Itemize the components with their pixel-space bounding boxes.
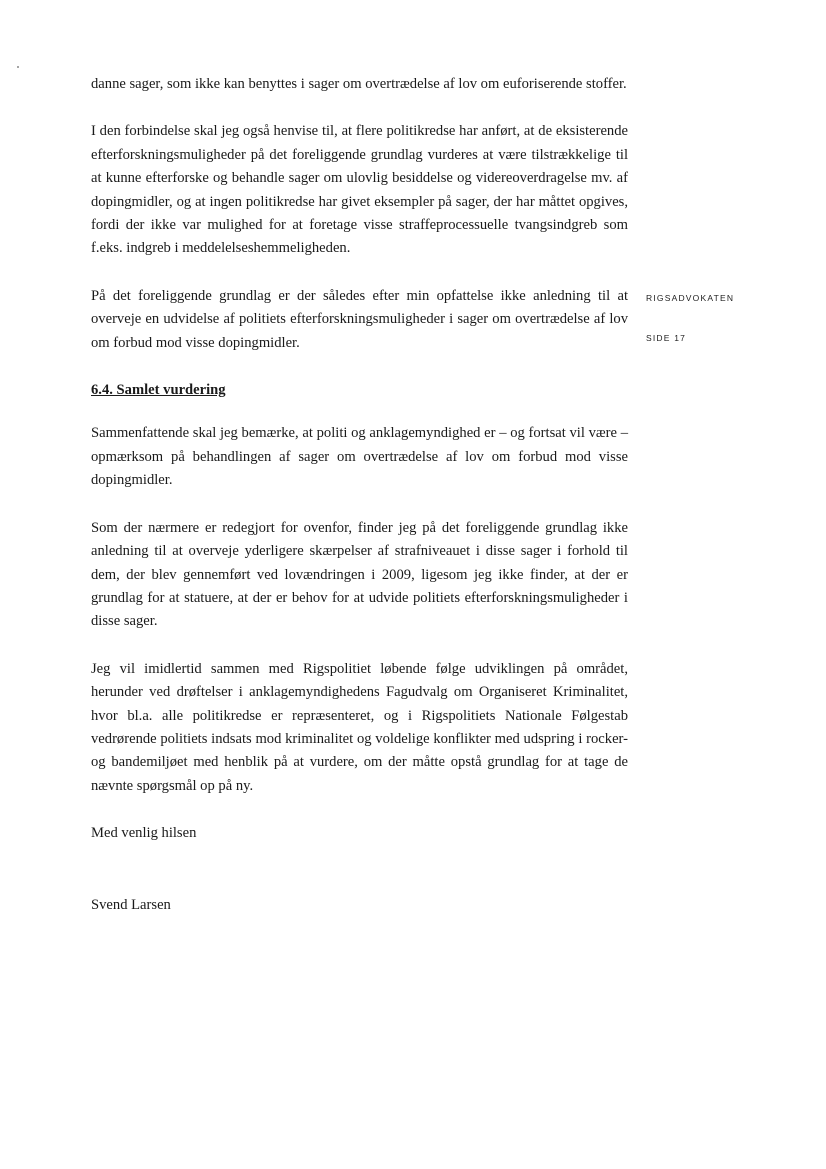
paragraph-4: Sammenfattende skal jeg bemærke, at politi og anklagemyndighed er – og fortsat vil være – opmærksom på behandlingen af sager om overtrædelse af lov om forbud mod visse dopingmidler. [91,425,628,489]
signature-name: Svend Larsen [91,896,171,913]
paragraph-3: På det foreliggende grundlag er der således efter min opfattelse ikke anledning til at overveje en udvidelse af politiets efterforskningsmuligheder i sager om overtrædelse af lov om forbud mod visse dopingmidler. [91,287,628,351]
paragraph-2: I den forbindelse skal jeg også henvise til, at flere politikredse har anført, at de eksisterende efterforskningsmuligheder på det foreliggende grundlag vurderes at være tilstrækkelige til at kunne efterforske og behandle sager om ulovlig besiddelse og videreoverdragelse mv. af dopingmidler, og at ingen politikredse har givet eksempler på sager, der har måttet opgives, fordi der ikke var mulighed for at foretage visse straffeprocessuelle tvangsindgreb som f.eks. indgreb i meddelelseshemmeligheden. [91,123,628,257]
section-heading: 6.4. Samlet vurdering [91,382,226,399]
closing-salutation: Med venlig hilsen [91,825,197,842]
paragraph-1: danne sager, som ikke kan benyttes i sager om overtrædelse af lov om euforiserende stoffer. [91,76,627,92]
paragraph-5: Som der nærmere er redegjort for ovenfor, finder jeg på det foreliggende grundlag ikke anledning til at overveje yderligere skærpelser af strafniveauet i disse sager i forhold til dem, der blev gennemført ved lovændringen i 2009, ligesom jeg ikke finder, at der er grundlag for at statuere, at der er behov for at udvide politiets efterforskningsmuligheder i disse sager. [91,519,628,630]
scan-speck [17,66,19,68]
sidebar-page-number: SIDE 17 [646,333,687,343]
body-text [91,73,628,917]
sidebar-organization: RIGSADVOKATEN [646,293,735,303]
paragraph-6: Jeg vil imidlertid sammen med Rigspolitiet løbende følge udviklingen på området, herunder ved drøftelser i anklagemyndighedens Fagudvalg om Organiseret Kriminalitet, hvor bl.a. alle politikredse er repræsenteret, og i Rigspolitiets Nationale Følgestab vedrørende politiets indsats mod kriminalitet og voldelige konflikter med udspring i rocker- og bandemiljøet med henblik på at vurdere, om der måtte opstå grundlag for at tage de nævnte spørgsmål op på ny. [91,660,628,794]
